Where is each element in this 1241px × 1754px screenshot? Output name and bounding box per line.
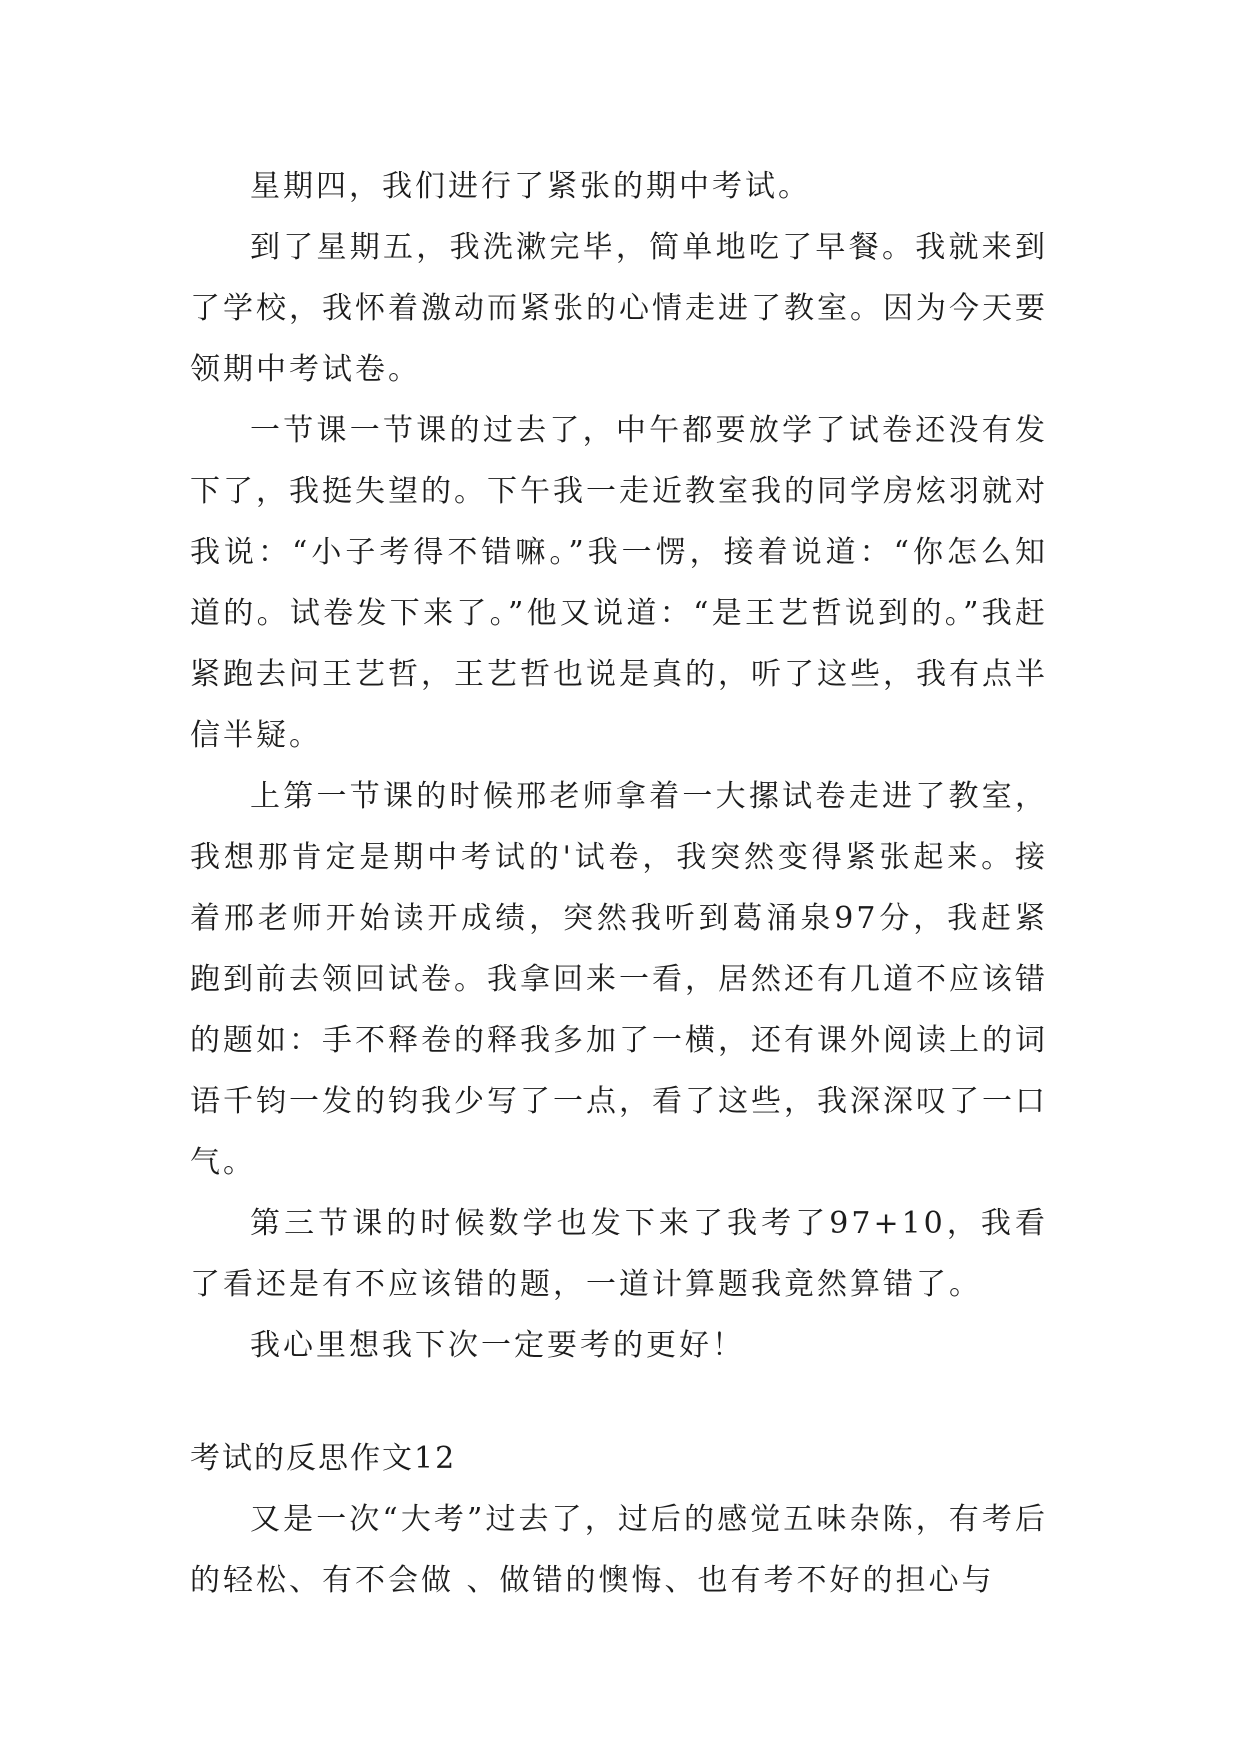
section-title: 考试的反思作文12 (190, 1441, 457, 1476)
paragraph-3: 一节课一节课的过去了，中午都要放学了试卷还没有发下了，我挺失望的。下午我一走近教室我的同学房炫羽就对我说：“小子考得不错嘛。”我一愣，接着说道：“你怎么知道的。试卷发下来了。”他又说道：“是王艺哲说到的。”我赶紧跑去问王艺哲，王艺哲也说是真的，听了这些，我有点半信半疑。 (190, 413, 1048, 753)
paragraph-1: 星期四，我们进行了紧张的期中考试。 (250, 169, 811, 204)
paragraph-6: 我心里想我下次一定要考的更好！ (250, 1328, 745, 1363)
paragraph-2: 到了星期五，我洗漱完毕，简单地吃了早餐。我就来到了学校，我怀着激动而紧张的心情走进了教室。因为今天要领期中考试卷。 (190, 230, 1048, 387)
document-body (190, 156, 1048, 1611)
paragraph-5: 第三节课的时候数学也发下来了我考了97+10，我看了看还是有不应该错的题，一道计算题我竟然算错了。 (190, 1206, 1048, 1302)
section-paragraph-1: 又是一次“大考”过去了，过后的感觉五味杂陈，有考后的轻松、有不会做 、做错的懊悔、也有考不好的担心与 (190, 1502, 1048, 1598)
paragraph-4: 上第一节课的时候邢老师拿着一大摞试卷走进了教室，我想那肯定是期中考试的'试卷，我突然变得紧张起来。接着邢老师开始读开成绩，突然我听到葛涌泉97分，我赶紧跑到前去领回试卷。我拿回来一看，居然还有几道不应该错的题如：手不释卷的释我多加了一横，还有课外阅读上的词语千钧一发的钧我少写了一点，看了这些，我深深叹了一口气。 (190, 779, 1048, 1180)
